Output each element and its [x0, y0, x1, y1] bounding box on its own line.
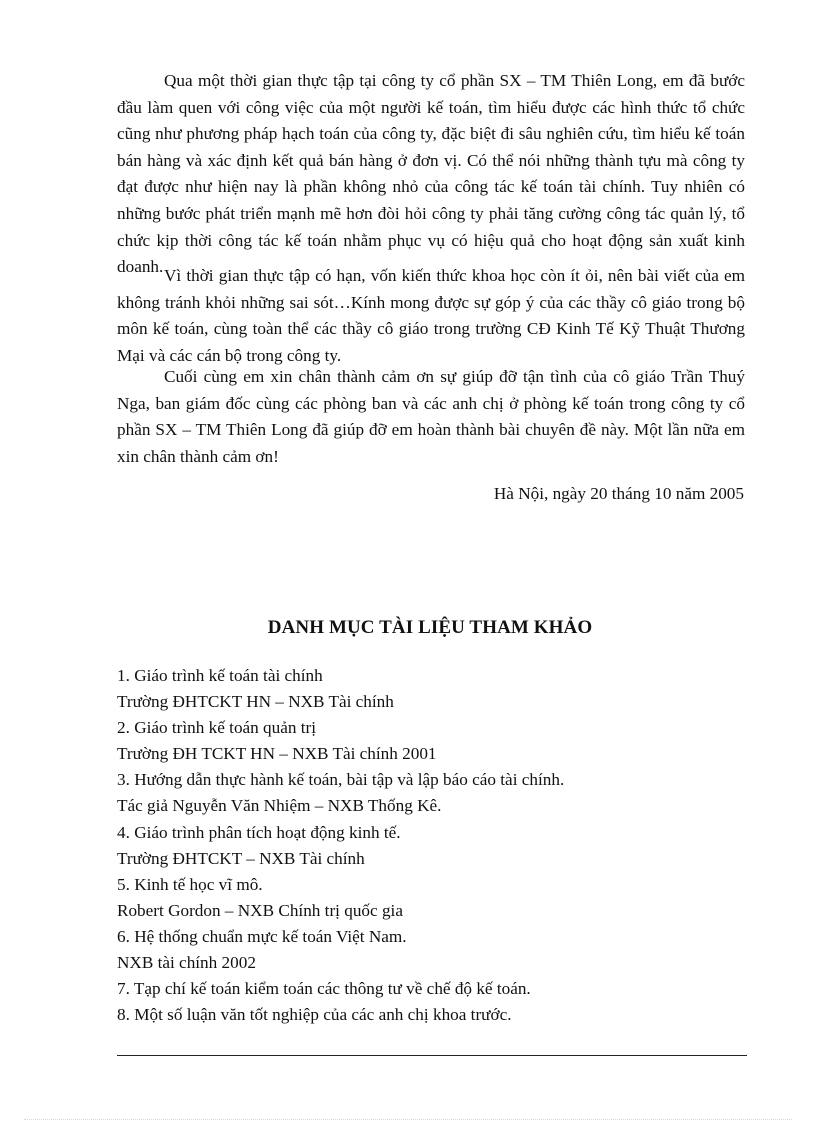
- reference-line: 3. Hướng dẫn thực hành kế toán, bài tập và lập báo cáo tài chính.: [117, 770, 565, 790]
- reference-line: 4. Giáo trình phân tích hoạt động kinh tế.: [117, 822, 401, 842]
- references-title: DANH MỤC TÀI LIỆU THAM KHẢO: [267, 617, 593, 638]
- reference-line: Trường ĐHTCKT HN – NXB Tài chính: [117, 692, 394, 712]
- reference-line: Trường ĐH TCKT HN – NXB Tài chính 2001: [117, 744, 437, 764]
- reference-line: Trường ĐHTCKT – NXB Tài chính: [117, 848, 365, 868]
- closing-paragraph-1: Qua một thời gian thực tập tại công ty cổ phần SX – TM Thiên Long, em đã bước đầu làm quen với công việc của một người kế toán, tìm hiểu được các hình thức tổ chức cũng như phương pháp hạch toán của công ty, đặc biệt đi sâu nghiên cứu, tìm hiểu kế toán bán hàng và xác định kết quả bán hàng ở đơn vị. Có thể nói những thành tựu mà công ty đạt được như hiện nay là phần không nhỏ của công tác kế toán tài chính. Tuy nhiên có những bước phát triển mạnh mẽ hơn đòi hỏi công ty phải tăng cường công tác quản lý, tổ chức kịp thời công tác kế toán nhằm phục vụ có hiệu quả cho hoạt động sản xuất kinh doanh.: [117, 71, 745, 277]
- reference-line: 2. Giáo trình kế toán quản trị: [117, 718, 317, 738]
- reference-line: 8. Một số luận văn tốt nghiệp của các anh chị khoa trước.: [117, 1005, 512, 1025]
- date-place-line: Hà Nội, ngày 20 tháng 10 năm 2005: [493, 484, 744, 503]
- page-bottom-edge: [24, 1119, 792, 1120]
- reference-line: 7. Tạp chí kế toán kiểm toán các thông tư về chế độ kế toán.: [117, 979, 531, 999]
- reference-line: NXB tài chính 2002: [117, 953, 256, 973]
- reference-line: Robert Gordon – NXB Chính trị quốc gia: [117, 900, 403, 920]
- reference-line: 6. Hệ thống chuẩn mực kế toán Việt Nam.: [117, 926, 407, 946]
- closing-paragraph-2: Vì thời gian thực tập có hạn, vốn kiến thức khoa học còn ít ỏi, nên bài viết của em không tránh khỏi những sai sót…Kính mong được sự góp ý của các thầy cô giáo trong bộ môn kế toán, cùng toàn thể các thầy cô giáo trong trường CĐ Kinh Tế Kỹ Thuật Thương Mại và các cán bộ trong công ty.: [117, 266, 745, 365]
- footer-divider: [117, 1055, 747, 1056]
- references-list: [117, 663, 757, 1028]
- reference-line: 1. Giáo trình kế toán tài chính: [117, 666, 323, 685]
- closing-paragraph-3: Cuối cùng em xin chân thành cảm ơn sự giúp đỡ tận tình của cô giáo Trần Thuý Nga, ban giám đốc cùng các phòng ban và các anh chị ở phòng kế toán trong công ty cổ phần SX – TM Thiên Long đã giúp đỡ em hoàn thành bài chuyên đề này. Một lần nữa em xin chân thành cảm ơn!: [117, 367, 745, 466]
- reference-line: Tác giả Nguyễn Văn Nhiệm – NXB Thống Kê.: [117, 796, 442, 816]
- reference-line: 5. Kinh tế học vĩ mô.: [117, 874, 263, 894]
